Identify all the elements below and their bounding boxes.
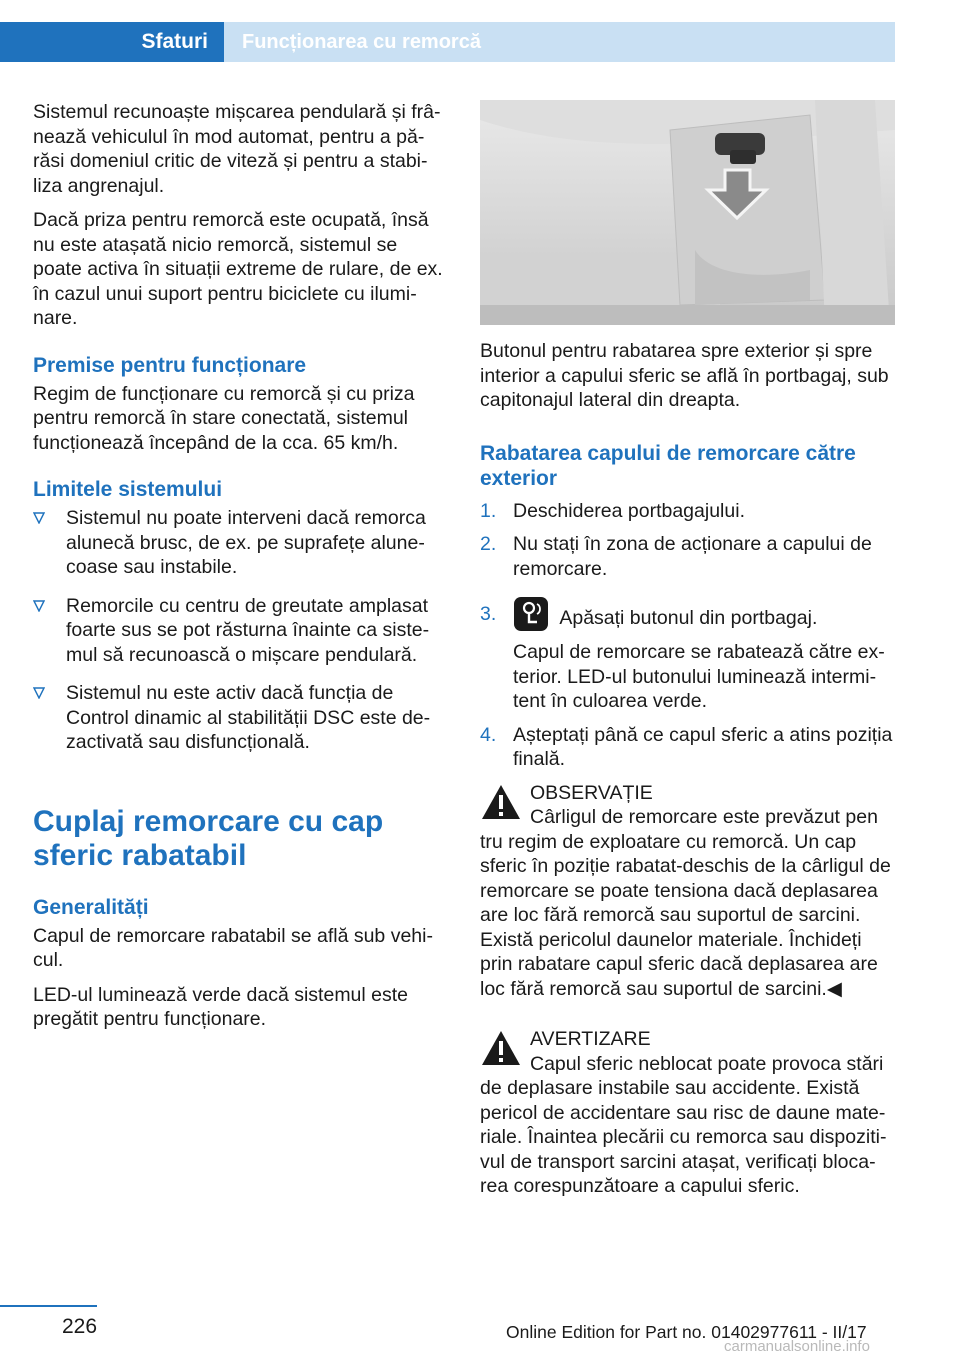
warning-heading: AVERTIZARE bbox=[530, 1028, 651, 1050]
triangle-bullet-icon bbox=[33, 687, 45, 699]
right-column bbox=[480, 100, 895, 1199]
header-chapter-title: Funcționarea cu remorcă bbox=[242, 31, 481, 53]
list-item-text: Remorcile cu centru de greutate amplasat foarte sus se pot răsturna înainte ca sistemul să recunoască o mișcare pendulară. bbox=[66, 594, 430, 666]
edition-footer: Online Edition for Part no. 01402977611 - II/17 bbox=[506, 1322, 867, 1342]
triangle-bullet-icon bbox=[33, 600, 45, 612]
paragraph-premise: Regim de funcționare cu remorcă și cu priza pentru remorcă în stare conectată, sistemul funcționează începând de la cca. 65 km/h. bbox=[33, 382, 415, 454]
paragraph-socket: Dacă priza pentru remorcă este ocupată, însă nu este atașată nicio remorcă, sistemul se poate activa în situații extreme de rulare, de ex. în cazul unui suport pentru biciclete cu iluminare. bbox=[33, 209, 443, 329]
list-item-text: Sistemul nu poate interveni dacă remorca alunecă brusc, de ex. pe suprafețe alunecoase sau instabile. bbox=[66, 507, 426, 578]
heading-premise: Premise pentru funcționare bbox=[33, 353, 307, 377]
step-number: 3. bbox=[480, 603, 497, 625]
warning-body: de deplasare instabile sau accidente. Există pericol de accidentare sau risc de daune materiale. Înaintea plecării cu remorca sau dispozitivul de transport sarcini atașat, verificați blocarea corespunzătoare a capului sferic. bbox=[480, 1077, 887, 1197]
list-item bbox=[480, 532, 895, 581]
watermark: carmanualsonline.info bbox=[724, 1338, 870, 1355]
step-number: 4. bbox=[480, 723, 497, 746]
triangle-bullet-icon bbox=[33, 512, 45, 524]
limits-list bbox=[33, 506, 448, 755]
paragraph-general-2: LED-ul luminează verde dacă sistemul este pregătit pentru funcționare. bbox=[33, 983, 409, 1030]
paragraph-pendulum: Sistemul recunoaște mișcarea pendulară și frânează vehiculul în mod automat, pentru a părăsi domeniul critic de viteză și pentru a stabiliza angrenajul. bbox=[33, 101, 441, 197]
list-item bbox=[33, 594, 448, 668]
heading-coupling: Cuplaj remorcare cu cap sferic rabatabil bbox=[33, 804, 384, 872]
step-text: Nu stați în zona de acționare a capului de remorcare. bbox=[513, 533, 872, 580]
photo-caption: Butonul pentru rabatarea spre exterior și spre interior a capului sferic se află în portbagaj, sub capitonajul lateral din dreapta. bbox=[480, 340, 889, 411]
trunk-button-photo bbox=[480, 100, 895, 325]
heading-fold-out: Rabatarea capului de remorcare către exterior bbox=[480, 441, 856, 490]
warning-first-line: Capul sferic neblocat poate provoca stări bbox=[530, 1052, 884, 1075]
list-item bbox=[480, 499, 895, 524]
list-item bbox=[480, 723, 895, 772]
note-heading: OBSERVAȚIE bbox=[530, 781, 653, 804]
left-column bbox=[33, 100, 448, 1042]
page-number-rule bbox=[0, 1305, 97, 1307]
paragraph-general-1: Capul de remorcare rabatabil se află sub vehicul. bbox=[33, 924, 433, 971]
list-item-text: Sistemul nu este activ dacă funcția de Control dinamic al stabilității DSC este dezactivată sau disfuncțională. bbox=[66, 682, 431, 753]
step-text: Apăsați butonul din portbagaj. bbox=[559, 607, 818, 629]
page-number: 226 bbox=[62, 1315, 98, 1338]
list-item bbox=[33, 681, 448, 755]
note-body: tru regim de exploatare cu remorcă. Un cap sferic în poziție rabatat-deschis de la cârligul de remorcare se poate tensiona dacă deplasarea are loc fără remorcă sau suportul de sarcini. Există pericolul daunelor materiale. Închideți prin rabatare capul sferic dacă deplasarea are loc fără remorcă sau suportul de sarcini.◀ bbox=[480, 830, 891, 1000]
step-result: Capul de remorcare se rabatează către exterior. LED-ul butonului luminează intermitent în culoarea verde. bbox=[513, 641, 885, 712]
step-text: Deschiderea portbagajului. bbox=[513, 499, 745, 522]
list-item bbox=[33, 506, 448, 580]
step-number: 2. bbox=[480, 533, 497, 555]
warning-triangle-icon bbox=[480, 1029, 522, 1067]
fold-out-steps bbox=[480, 499, 895, 772]
header-section-tab: Sfaturi bbox=[0, 22, 224, 62]
page-header bbox=[0, 0, 960, 64]
step-text: Așteptați până ce capul sferic a atins poziția finală. bbox=[513, 723, 893, 770]
list-item bbox=[480, 590, 895, 714]
step-number: 1. bbox=[480, 499, 497, 522]
warning-triangle-icon bbox=[480, 783, 522, 821]
heading-limits: Limitele sistemului bbox=[33, 478, 223, 501]
note-first-line: Cârligul de remorcare este prevăzut pen bbox=[530, 806, 878, 828]
heading-general: Generalități bbox=[33, 895, 149, 919]
note-block bbox=[480, 781, 895, 1002]
tow-hitch-button-icon bbox=[513, 596, 549, 632]
warning-block bbox=[480, 1027, 895, 1199]
